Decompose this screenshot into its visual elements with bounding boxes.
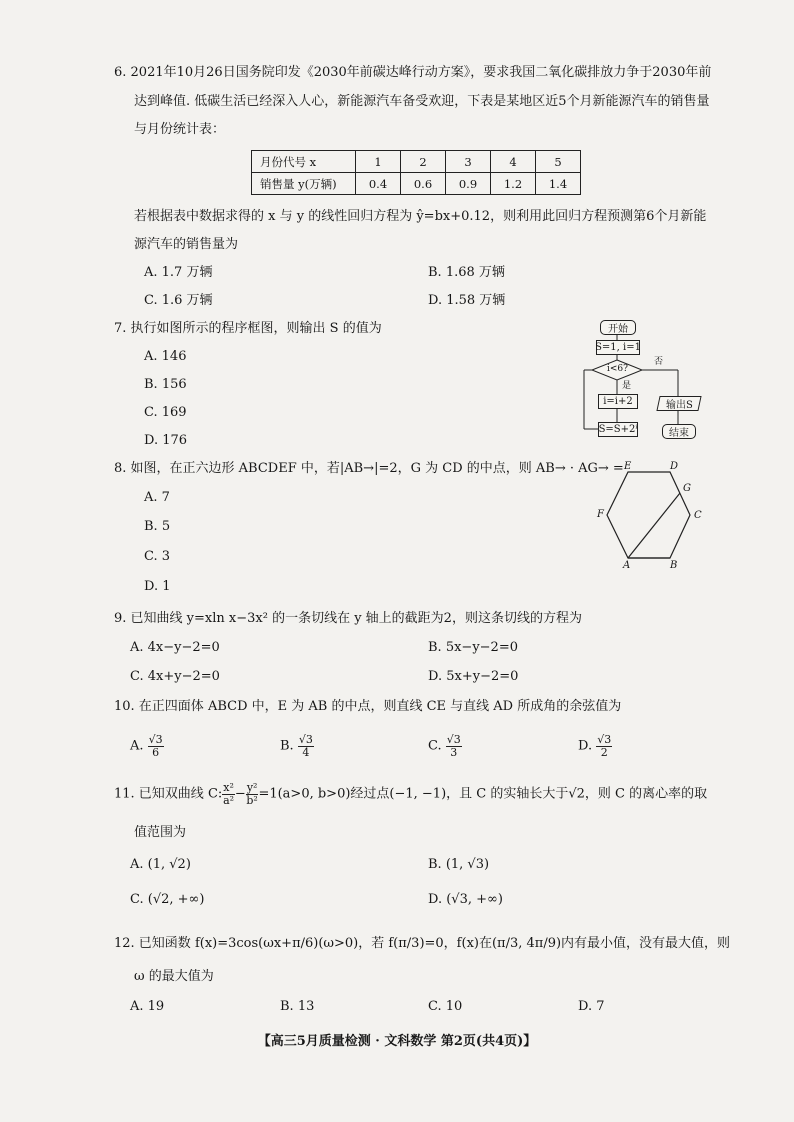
q11-frac2-numerator: y² — [246, 781, 258, 794]
q8-option-a: A. 7 — [144, 490, 170, 505]
q8-option-c: C. 3 — [144, 549, 171, 564]
q10-a-numerator: √3 — [148, 733, 163, 746]
q11-option-d: D. (√3, +∞) — [428, 892, 503, 907]
table-header-month: 月份代号 x — [252, 151, 356, 173]
q11-option-b: B. (1, √3) — [428, 857, 490, 872]
q7-option-c: C. 169 — [144, 405, 187, 420]
flowchart-connectors — [570, 318, 720, 448]
vertex-b-label: B — [670, 560, 678, 571]
q6-stem-line1: 6. 2021年10月26日国务院印发《2030年前碳达峰行动方案》，要求我国二氧化碳排放力争于2030年前 — [114, 65, 712, 80]
q10-b-numerator: √3 — [298, 733, 313, 746]
q12-stem-line2: ω 的最大值为 — [134, 969, 214, 984]
q11-stem-line1 — [114, 782, 707, 806]
table-row — [252, 151, 581, 173]
table-cell: 5 — [536, 151, 581, 173]
flow-step-s: S=S+2ⁱ — [598, 424, 638, 435]
q6-sales-table — [251, 150, 581, 195]
q11-option-a: A. (1, √2) — [130, 857, 191, 872]
q6-option-a: A. 1.7 万辆 — [144, 265, 213, 280]
vertex-a-label: A — [623, 560, 631, 571]
q8-option-d: D. 1 — [144, 579, 171, 594]
vertex-f-label: F — [597, 509, 604, 520]
table-cell: 1.4 — [536, 173, 581, 195]
table-cell: 2 — [401, 151, 446, 173]
q9-option-a: A. 4x−y−2=0 — [130, 640, 220, 655]
q8-hexagon-figure — [590, 462, 710, 574]
q8-stem: 8. 如图，在正六边形 ABCDEF 中，若|AB→|=2，G 为 CD 的中点，则 AB→ · AG→ = — [114, 461, 624, 476]
flow-condition: i<6? — [607, 364, 628, 374]
q10-d-label: D. — [578, 738, 593, 754]
table-header-sales: 销售量 y(万辆) — [252, 173, 356, 195]
q12-option-b: B. 13 — [280, 999, 315, 1014]
q10-b-label: B. — [280, 738, 294, 754]
q10-stem: 10. 在正四面体 ABCD 中，E 为 AB 的中点，则直线 CE 与直线 AD 所成角的余弦值为 — [114, 699, 622, 714]
q6-stem-line2: 达到峰值. 低碳生活已经深入人心，新能源汽车备受欢迎，下表是某地区近5个月新能源汽车的销售量 — [134, 94, 710, 109]
q11-stem-line2: 值范围为 — [134, 825, 187, 840]
q6-stem-line4: 若根据表中数据求得的 x 与 y 的线性回归方程为 ŷ=bx+0.12，则利用此回归方程预测第6个月新能 — [134, 209, 707, 224]
q7-stem: 7. 执行如图所示的程序框图，则输出 S 的值为 — [114, 321, 382, 336]
table-cell: 1 — [356, 151, 401, 173]
q6-option-c: C. 1.6 万辆 — [144, 293, 213, 308]
q9-option-d: D. 5x+y−2=0 — [428, 669, 519, 684]
q10-c-numerator: √3 — [446, 733, 461, 746]
q11-option-c: C. (√2, +∞) — [130, 892, 205, 907]
vertex-c-label: C — [694, 510, 702, 521]
table-cell: 0.6 — [401, 173, 446, 195]
q9-option-c: C. 4x+y−2=0 — [130, 669, 220, 684]
q9-option-b: B. 5x−y−2=0 — [428, 640, 518, 655]
q7-option-b: B. 156 — [144, 377, 187, 392]
point-g-label: G — [683, 483, 691, 494]
q12-stem-line1: 12. 已知函数 f(x)=3cos(ωx+π/6)(ω>0)，若 f(π/3)=0，f(x)在(π/3, 4π/9)内有最小值，没有最大值，则 — [114, 936, 731, 951]
flow-no: 否 — [654, 357, 664, 367]
q10-option-c — [428, 734, 462, 758]
q7-option-a: A. 146 — [144, 349, 187, 364]
hexagon-drawing — [590, 462, 710, 574]
table-cell: 3 — [446, 151, 491, 173]
q12-option-a: A. 19 — [130, 999, 165, 1014]
flow-step-i: i=i+2 — [598, 394, 638, 409]
q6-option-d: D. 1.58 万辆 — [428, 293, 506, 308]
q10-d-numerator: √3 — [597, 733, 612, 746]
q10-c-label: C. — [428, 738, 442, 754]
q6-stem-line3: 与月份统计表： — [134, 122, 226, 137]
q10-d-denominator: 2 — [600, 745, 608, 759]
q10-option-b — [280, 734, 314, 758]
q11-frac1-denominator: a² — [223, 793, 235, 807]
table-cell: 1.2 — [491, 173, 536, 195]
q10-a-label: A. — [130, 738, 144, 754]
q11-frac1-numerator: x² — [223, 781, 234, 794]
flow-end: 结束 — [662, 424, 696, 439]
q11-stem-suffix: =1(a>0, b>0)经过点(−1, −1)，且 C 的实轴长大于√2，则 C 的离心率的取 — [258, 786, 708, 802]
q11-minus-sign: − — [234, 786, 246, 802]
q10-option-d — [578, 734, 612, 758]
table-cell: 4 — [491, 151, 536, 173]
q7-flowchart — [570, 318, 720, 448]
table-cell: 0.4 — [356, 173, 401, 195]
q9-stem: 9. 已知曲线 y=xln x−3x² 的一条切线在 y 轴上的截距为2，则这条切线的方程为 — [114, 611, 582, 626]
q6-option-b: B. 1.68 万辆 — [428, 265, 505, 280]
flow-start: 开始 — [600, 320, 636, 335]
q8-option-b: B. 5 — [144, 519, 171, 534]
page-footer: 【高三5月质量检测 · 文科数学 第2页(共4页)】 — [257, 1034, 537, 1049]
table-row — [252, 173, 581, 195]
q10-c-denominator: 3 — [450, 745, 458, 759]
flow-yes: 是 — [622, 381, 632, 391]
q7-option-d: D. 176 — [144, 433, 188, 448]
flow-init: S=1, i=1 — [595, 342, 641, 353]
q12-option-c: C. 10 — [428, 999, 463, 1014]
q10-b-denominator: 4 — [302, 745, 310, 759]
flow-output — [656, 396, 701, 411]
q10-option-a — [130, 734, 164, 758]
q6-stem-line5: 源汽车的销售量为 — [134, 237, 239, 252]
vertex-e-label: E — [624, 461, 632, 472]
q11-stem-prefix: 11. 已知双曲线 C: — [114, 786, 223, 802]
q11-frac2-denominator: b² — [246, 793, 258, 807]
q10-a-denominator: 6 — [152, 745, 160, 759]
table-cell: 0.9 — [446, 173, 491, 195]
flow-output-label: 输出S — [665, 400, 693, 411]
q12-option-d: D. 7 — [578, 999, 605, 1014]
vertex-d-label: D — [670, 461, 679, 472]
